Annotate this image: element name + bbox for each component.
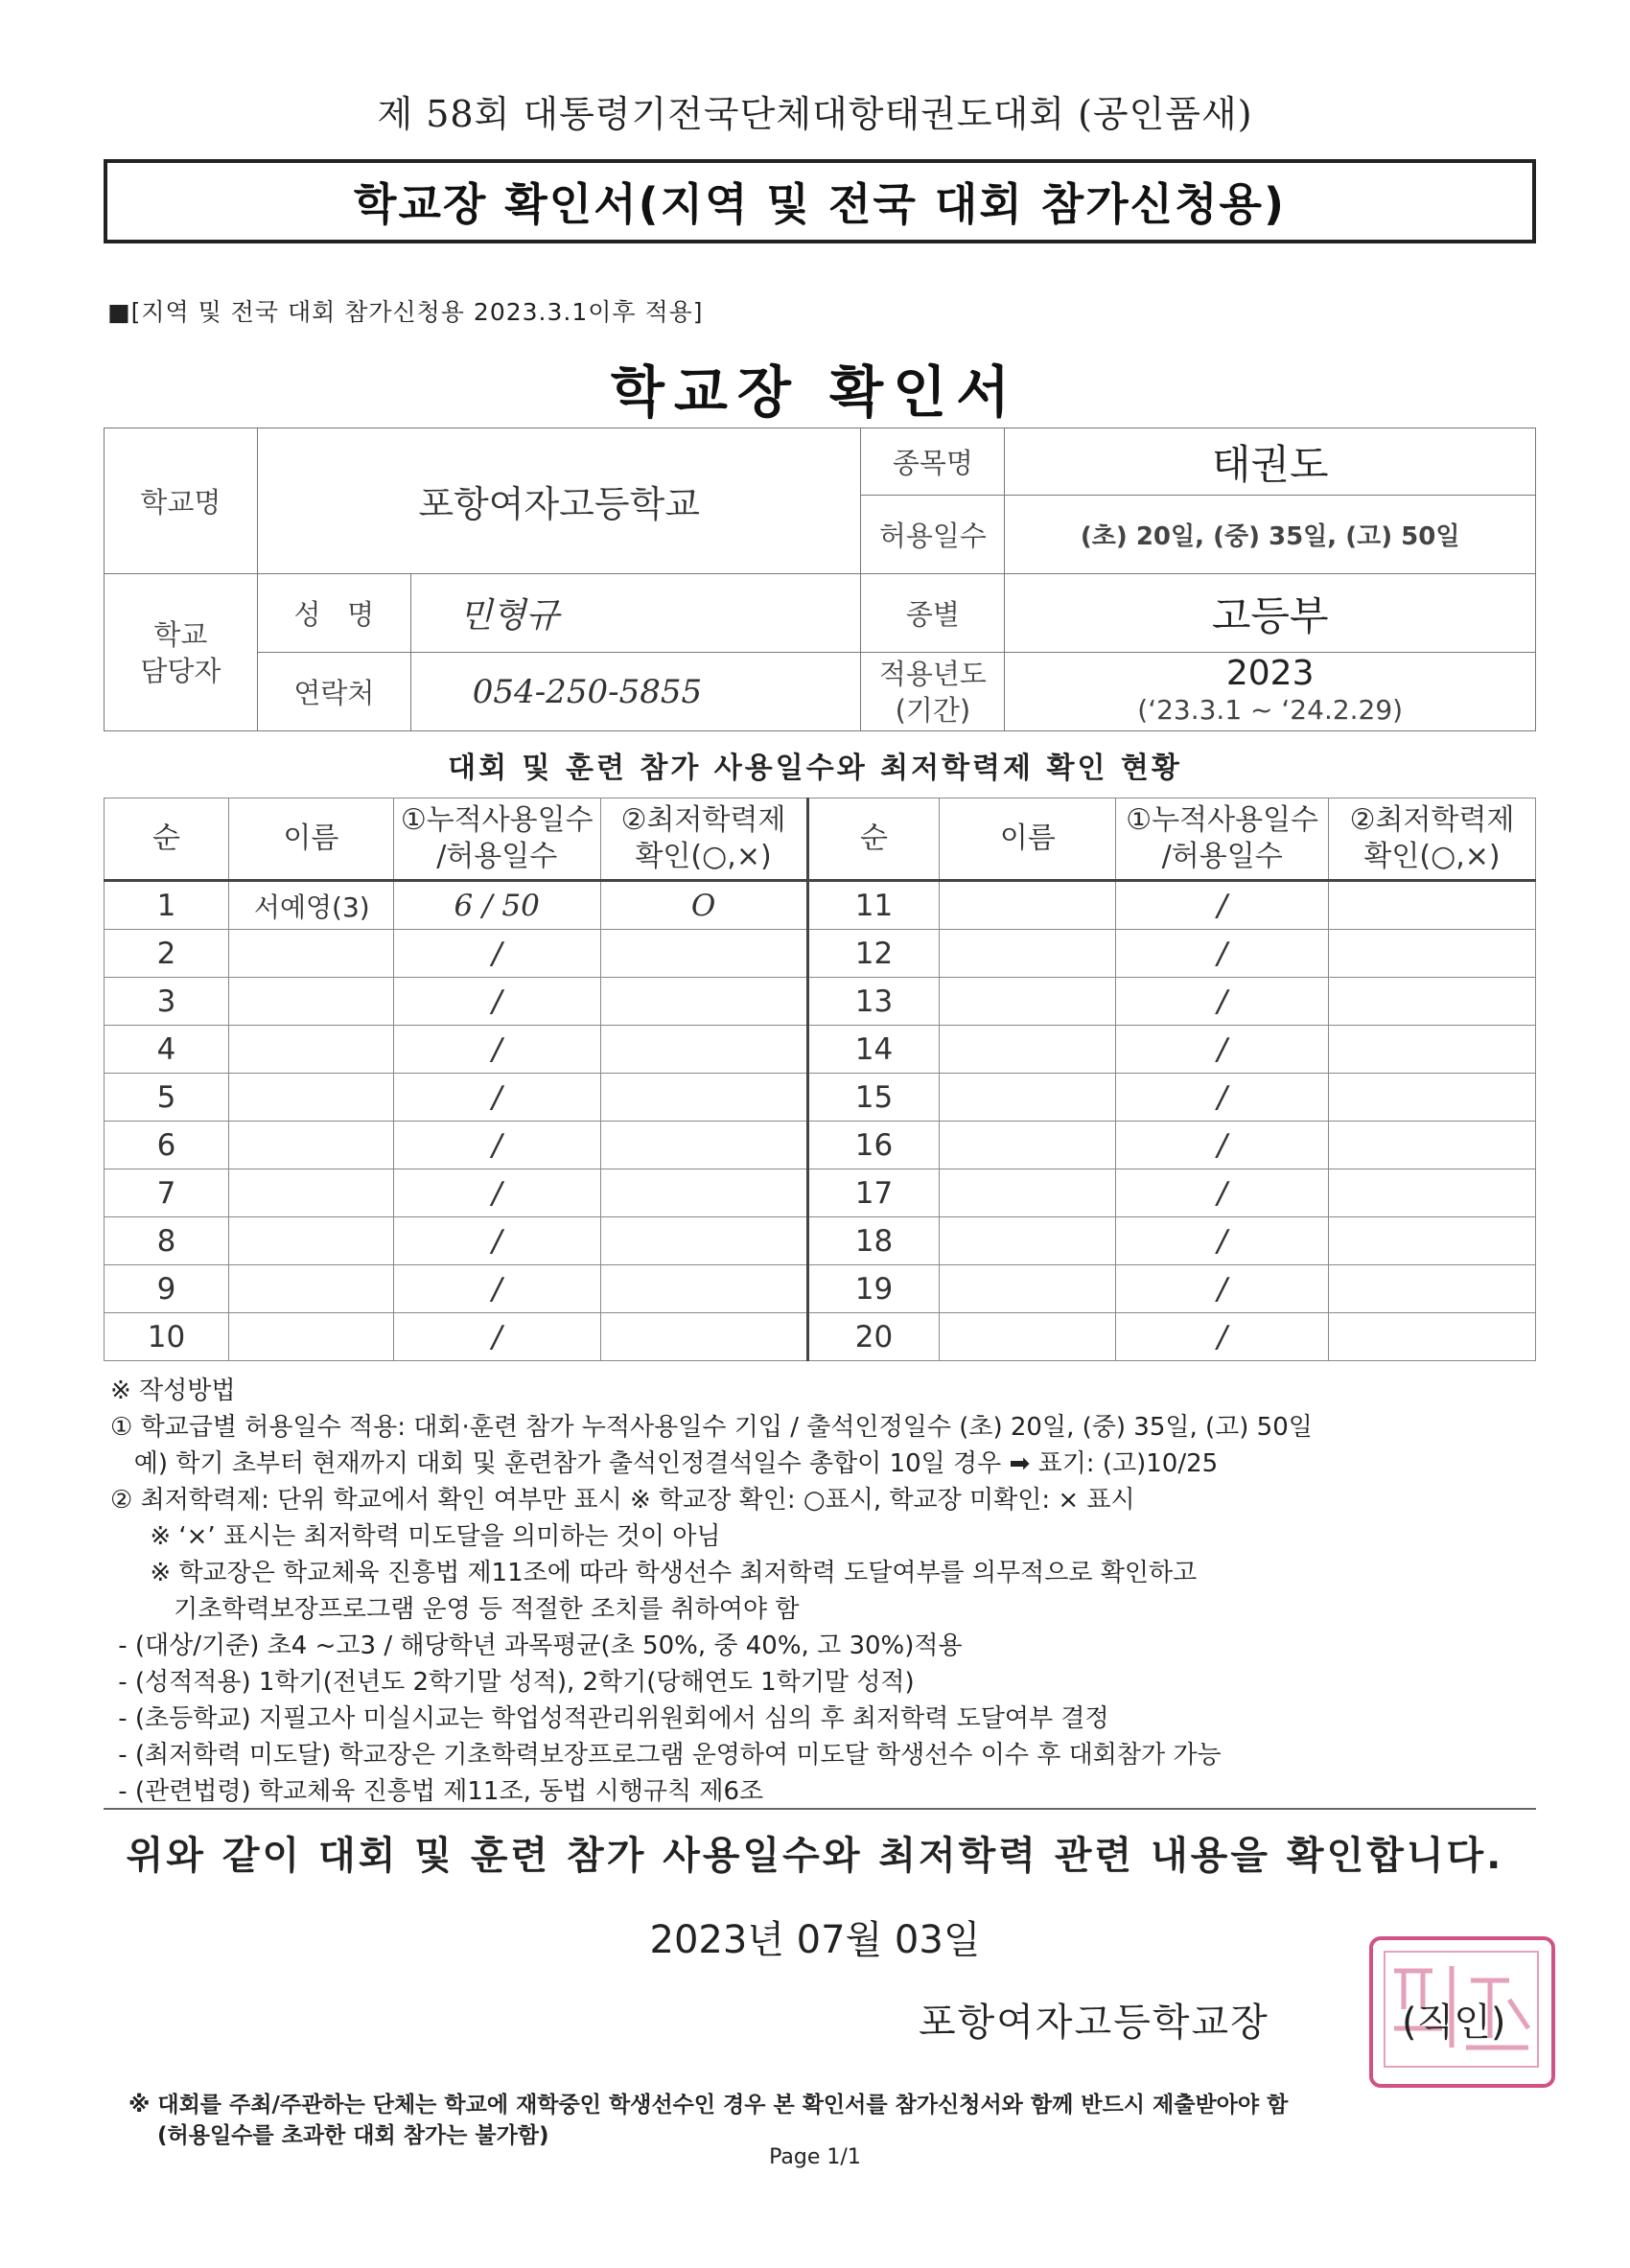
seal-label: (직인) — [1402, 2001, 1506, 2045]
student-name — [228, 930, 393, 978]
instruction-line: - (관련법령) 학교체육 진흥법 제11조, 동법 시행규칙 제6조 — [110, 1777, 764, 1806]
student-name-right — [940, 930, 1116, 978]
student-name-right — [940, 1122, 1116, 1169]
instructions — [110, 1373, 1313, 1810]
year-value: 2023 — [1225, 653, 1315, 693]
student-name — [228, 1122, 393, 1169]
student-name-right — [940, 1265, 1116, 1313]
main-title-box — [104, 159, 1536, 243]
days-used: / — [393, 978, 600, 1026]
principal-title: 포항여자고등학교장 — [919, 2001, 1269, 2045]
header-days — [393, 798, 600, 881]
days-used: / — [393, 1217, 600, 1265]
row-number-right: 12 — [807, 930, 940, 978]
days-used-right: / — [1116, 881, 1329, 930]
main-title: 학교장 확인서(지역 및 전국 대회 참가신청용) — [354, 178, 1286, 230]
contact-label: 연락처 — [257, 653, 410, 731]
academic-check-right — [1329, 978, 1536, 1026]
header-days-line-2: /허용일수 — [436, 840, 558, 873]
row-number: 8 — [105, 1217, 229, 1265]
table-title: 대회 및 훈련 참가 사용일수와 최저학력제 확인 현황 — [448, 752, 1182, 785]
days-used-right: / — [1116, 930, 1329, 978]
header-name-right: 이름 — [940, 798, 1116, 881]
applicability-note: ■[지역 및 전국 대회 참가신청용 2023.3.1이후 적용] — [107, 298, 704, 326]
header-no: 순 — [105, 798, 229, 881]
student-name — [228, 978, 393, 1026]
header-check-line-2: 확인(○,×) — [635, 840, 772, 873]
instruction-line: - (초등학교) 지필고사 미실시교는 학업성적관리위원회에서 심의 후 최저학력 도달여부 결정 — [110, 1704, 1109, 1733]
table-row — [105, 881, 1536, 930]
manager-name: 민형규 — [410, 574, 861, 653]
allowed-days-label: 허용일수 — [861, 496, 1005, 574]
days-used-right: / — [1116, 1074, 1329, 1122]
page-number: Page 1/1 — [769, 2145, 861, 2169]
academic-check — [600, 1313, 807, 1361]
row-number-right: 13 — [807, 978, 940, 1026]
days-used: / — [393, 1313, 600, 1361]
student-name-right — [940, 1074, 1116, 1122]
row-number-right: 20 — [807, 1313, 940, 1361]
instruction-line: - (대상/기준) 초4 ~고3 / 해당학년 과목평균(초 50%, 중 40%, 고 30%)적용 — [110, 1632, 963, 1660]
days-used-right: / — [1116, 1122, 1329, 1169]
academic-check — [600, 1122, 807, 1169]
academic-check-right — [1329, 1169, 1536, 1217]
event-title: 제 58회 대통령기전국단체대항태권도대회 (공인품새) — [377, 93, 1253, 135]
document-title: 학교장 확인서 — [610, 359, 1020, 425]
student-name — [228, 1169, 393, 1217]
divider — [104, 1808, 1536, 1810]
row-number: 7 — [105, 1169, 229, 1217]
days-used-right: / — [1116, 1169, 1329, 1217]
category-label: 종별 — [861, 574, 1005, 653]
academic-check — [600, 1265, 807, 1313]
instruction-line: - (최저학력 미도달) 학교장은 기초학력보장프로그램 운영하여 미도달 학생선수 이수 후 대회참가 가능 — [110, 1741, 1222, 1770]
row-number: 10 — [105, 1313, 229, 1361]
academic-check-right — [1329, 881, 1536, 930]
student-name-right — [940, 881, 1116, 930]
table-row — [105, 978, 1536, 1026]
academic-check — [600, 1074, 807, 1122]
row-number: 6 — [105, 1122, 229, 1169]
instruction-line: ② 최저학력제: 단위 학교에서 확인 여부만 표시 ※ 학교장 확인: ○표시, 학교장 미확인: × 표시 — [110, 1486, 1135, 1515]
days-used: 6 / 50 — [393, 881, 600, 930]
table-body — [105, 881, 1536, 1361]
header-days-right-line-2: /허용일수 — [1161, 840, 1283, 873]
days-used: / — [393, 1169, 600, 1217]
table-row — [105, 930, 1536, 978]
row-number-right: 17 — [807, 1169, 940, 1217]
name-label: 성 명 — [257, 574, 410, 653]
student-name — [228, 1313, 393, 1361]
header-no-right: 순 — [807, 798, 940, 881]
header-check-right-line-2: 확인(○,×) — [1363, 840, 1501, 873]
table-header-row — [105, 798, 1536, 881]
header-days-line-1: ①누적사용일수 — [400, 803, 594, 837]
student-name — [228, 1217, 393, 1265]
student-name — [228, 1026, 393, 1074]
table-row — [105, 1122, 1536, 1169]
academic-check-right — [1329, 1122, 1536, 1169]
header-check-right — [1329, 798, 1536, 881]
instruction-line: ※ 학교장은 학교체육 진흥법 제11조에 따라 학생선수 최저학력 도달여부를 의무적으로 확인하고 — [110, 1559, 1198, 1587]
row-number: 9 — [105, 1265, 229, 1313]
row-number: 2 — [105, 930, 229, 978]
student-name — [228, 1074, 393, 1122]
footnote — [128, 2090, 1288, 2151]
academic-check-right — [1329, 1026, 1536, 1074]
student-name-right — [940, 1217, 1116, 1265]
academic-check — [600, 978, 807, 1026]
row-number: 5 — [105, 1074, 229, 1122]
academic-check — [600, 1169, 807, 1217]
student-name-right — [940, 978, 1116, 1026]
academic-check-right — [1329, 1217, 1536, 1265]
student-name-right — [940, 1313, 1116, 1361]
days-used-right: / — [1116, 1313, 1329, 1361]
days-used-right: / — [1116, 1265, 1329, 1313]
header-check-line-1: ②최저학력제 — [620, 803, 786, 837]
academic-check — [600, 1217, 807, 1265]
school-name: 포항여자고등학교 — [257, 428, 861, 574]
header-days-right-line-1: ①누적사용일수 — [1126, 803, 1319, 837]
period-label-line-2: (기간) — [895, 693, 971, 727]
academic-check-right — [1329, 1265, 1536, 1313]
header-check-right-line-1: ②최저학력제 — [1349, 803, 1515, 837]
student-name-right — [940, 1169, 1116, 1217]
row-number-right: 19 — [807, 1265, 940, 1313]
academic-check — [600, 930, 807, 978]
footnote-line-1: ※ 대회를 주최/주관하는 단체는 학교에 재학중인 학생선수인 경우 본 확인서를 참가신청서와 함께 반드시 제출받아야 함 — [128, 2093, 1289, 2118]
instruction-line: 기초학력보장프로그램 운영 등 적절한 조치를 취하여야 함 — [110, 1595, 800, 1624]
student-name — [228, 1265, 393, 1313]
header-days-right — [1116, 798, 1329, 881]
days-used: / — [393, 930, 600, 978]
school-info-table — [104, 428, 1536, 731]
instruction-line: ※ ‘×’ 표시는 최저학력 미도달을 의미하는 것이 아님 — [110, 1522, 721, 1551]
footnote-line-2: (허용일수를 초과한 대회 참가는 불가함) — [157, 2123, 549, 2148]
days-used: / — [393, 1122, 600, 1169]
row-number-right: 15 — [807, 1074, 940, 1122]
row-number: 3 — [105, 978, 229, 1026]
issue-date: 2023년 07월 03일 — [649, 1918, 981, 1962]
days-used: / — [393, 1074, 600, 1122]
row-number: 4 — [105, 1026, 229, 1074]
academic-check: O — [600, 881, 807, 930]
contact-value: 054-250-5855 — [410, 653, 861, 731]
student-name-right — [940, 1026, 1116, 1074]
period-cell — [1005, 653, 1536, 731]
days-used: / — [393, 1026, 600, 1074]
participation-table — [104, 798, 1536, 1361]
academic-check-right — [1329, 930, 1536, 978]
table-row — [105, 1313, 1536, 1361]
period-label — [861, 653, 1005, 731]
days-used: / — [393, 1265, 600, 1313]
header-name: 이름 — [228, 798, 393, 881]
table-row — [105, 1217, 1536, 1265]
sport-value: 태권도 — [1005, 428, 1536, 496]
row-number-right: 16 — [807, 1122, 940, 1169]
instruction-line: ① 학교급별 허용일수 적용: 대회·훈련 참가 누적사용일수 기입 / 출석인정일수 (초) 20일, (중) 35일, (고) 50일 — [110, 1413, 1313, 1442]
row-number-right: 18 — [807, 1217, 940, 1265]
header-check — [600, 798, 807, 881]
school-label: 학교명 — [105, 428, 258, 574]
row-number: 1 — [105, 881, 229, 930]
academic-check-right — [1329, 1313, 1536, 1361]
instruction-line: ※ 작성방법 — [110, 1377, 236, 1405]
period-value: (‘23.3.1 ~ ‘24.2.29) — [1137, 693, 1404, 726]
days-used-right: / — [1116, 1217, 1329, 1265]
days-used-right: / — [1116, 978, 1329, 1026]
period-label-line-1: 적용년도 — [878, 657, 987, 690]
table-row — [105, 1265, 1536, 1313]
confirmation-statement: 위와 같이 대회 및 훈련 참가 사용일수와 최저학력 관련 내용을 확인합니다. — [126, 1834, 1504, 1878]
manager-label: 학교 담당자 — [105, 574, 258, 731]
academic-check-right — [1329, 1074, 1536, 1122]
academic-check — [600, 1026, 807, 1074]
sport-label: 종목명 — [861, 428, 1005, 496]
instruction-line: - (성적적용) 1학기(전년도 2학기말 성적), 2학기(당해연도 1학기말 성적) — [110, 1668, 915, 1697]
student-name: 서예영(3) — [228, 881, 393, 930]
instruction-line: 예) 학기 초부터 현재까지 대회 및 훈련참가 출석인정결석일수 총합이 10일 경우 ➡ 표기: (고)10/25 — [110, 1449, 1219, 1478]
table-row — [105, 1026, 1536, 1074]
days-used-right: / — [1116, 1026, 1329, 1074]
allowed-days-value: (초) 20일, (중) 35일, (고) 50일 — [1005, 496, 1536, 574]
table-row — [105, 1074, 1536, 1122]
row-number-right: 14 — [807, 1026, 940, 1074]
row-number-right: 11 — [807, 881, 940, 930]
category-value: 고등부 — [1005, 574, 1536, 653]
table-row — [105, 1169, 1536, 1217]
